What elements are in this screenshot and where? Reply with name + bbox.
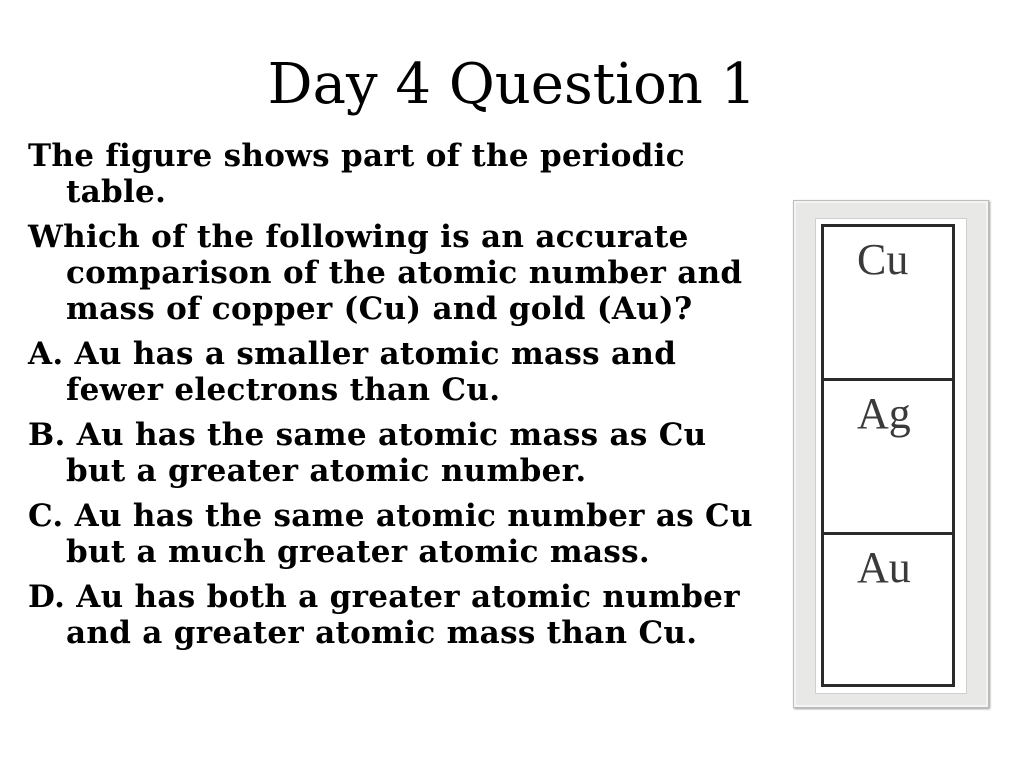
question-text: Which of the following is an accurate comparison of the atomic number and mass of copper (Cu) and gold (Au)?	[28, 219, 743, 327]
question-body	[28, 138, 758, 660]
element-symbol-au: Au	[857, 543, 911, 592]
element-cell-silver	[824, 381, 952, 535]
intro-text: The figure shows part of the periodic table.	[28, 138, 685, 210]
slide-title: Day 4 Question 1	[267, 52, 757, 117]
answer-option-c: C. Au has the same atomic number as Cu but a much greater atomic mass.	[28, 498, 753, 570]
element-symbol-cu: Cu	[857, 235, 909, 284]
periodic-table-column	[821, 224, 955, 687]
answer-option-d: D. Au has both a greater atomic number and a greater atomic mass than Cu.	[28, 579, 740, 651]
element-symbol-ag: Ag	[857, 389, 911, 438]
answer-option-a: A. Au has a smaller atomic mass and fewer electrons than Cu.	[28, 336, 677, 408]
element-cell-gold	[824, 535, 952, 689]
periodic-table-figure	[793, 200, 989, 708]
element-cell-copper	[824, 227, 952, 381]
periodic-table-inner	[815, 218, 967, 694]
answer-option-b: B. Au has the same atomic mass as Cu but a greater atomic number.	[28, 417, 707, 489]
